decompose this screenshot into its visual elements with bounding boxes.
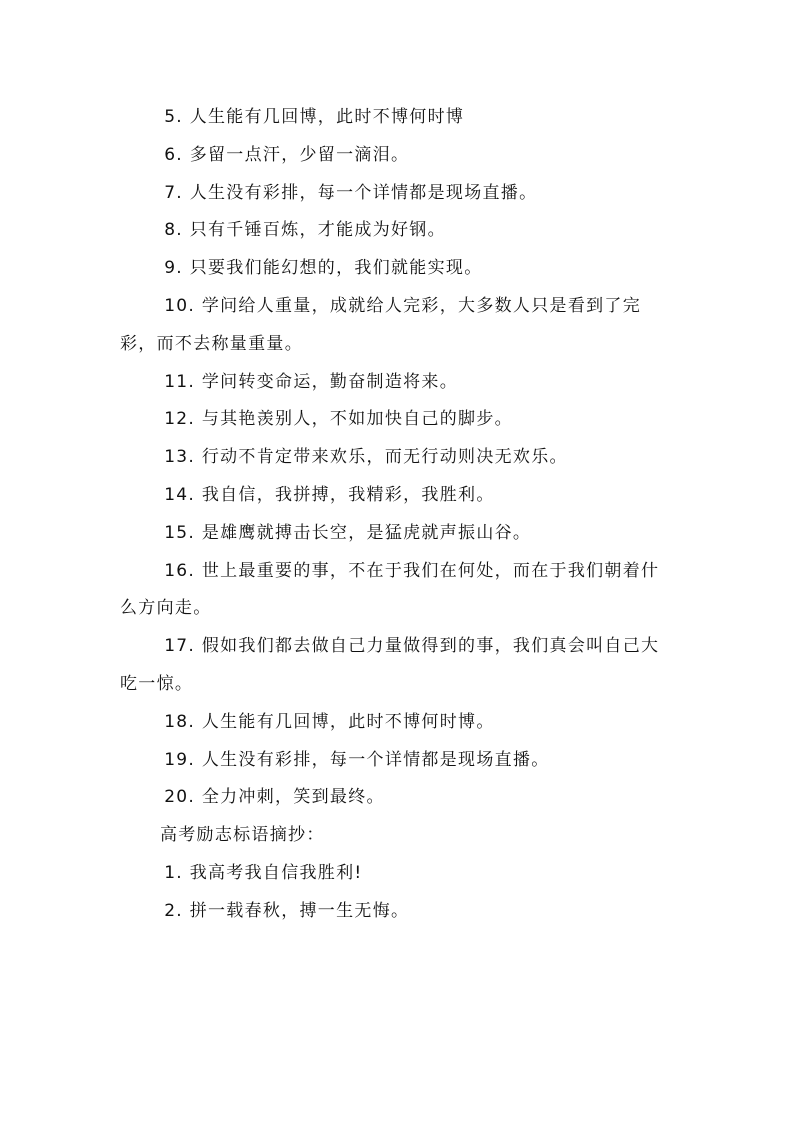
document-body <box>120 99 675 931</box>
section-item-2: 2. 拼一载春秋，搏一生无悔。 <box>164 900 410 921</box>
section-item-1: 1. 我高考我自信我胜利! <box>164 862 363 883</box>
slogan-item-8: 8. 只有千锤百炼，才能成为好钢。 <box>164 220 446 241</box>
slogan-item-17: 17. 假如我们都去做自己力量做得到的事，我们真会叫自己大吃一惊。 <box>120 636 660 694</box>
slogan-item-10: 10. 学问给人重量，成就给人完彩，大多数人只是看到了完彩，而不去称量重量。 <box>120 295 642 354</box>
slogan-item-5: 5. 人生能有几回博，此时不博何时博 <box>164 107 465 127</box>
slogan-item-7: 7. 人生没有彩排，每一个详情都是现场直播。 <box>164 182 538 203</box>
slogan-item-14: 14. 我自信，我拼搏，我精彩，我胜利。 <box>164 484 495 505</box>
slogan-item-19: 19. 人生没有彩排，每一个详情都是现场直播。 <box>164 749 550 770</box>
slogan-item-12: 12. 与其艳羡别人，不如加快自己的脚步。 <box>164 409 513 430</box>
slogan-item-6: 6. 多留一点汗，少留一滴泪。 <box>164 144 410 165</box>
slogan-item-11: 11. 学问转变命运，勤奋制造将来。 <box>164 371 459 392</box>
slogan-item-16: 16. 世上最重要的事，不在于我们在何处，而在于我们朝着什么方向走。 <box>120 560 660 619</box>
slogan-item-18: 18. 人生能有几回博，此时不博何时博。 <box>164 711 495 732</box>
slogan-item-15: 15. 是雄鹰就搏击长空，是猛虎就声振山谷。 <box>164 522 532 543</box>
slogan-item-20: 20. 全力冲刺，笑到最终。 <box>164 787 385 808</box>
slogan-item-13: 13. 行动不肯定带来欢乐，而无行动则决无欢乐。 <box>164 447 568 468</box>
section-heading: 高考励志标语摘抄： <box>159 825 325 846</box>
slogan-item-9: 9. 只要我们能幻想的，我们就能实现。 <box>164 258 483 279</box>
